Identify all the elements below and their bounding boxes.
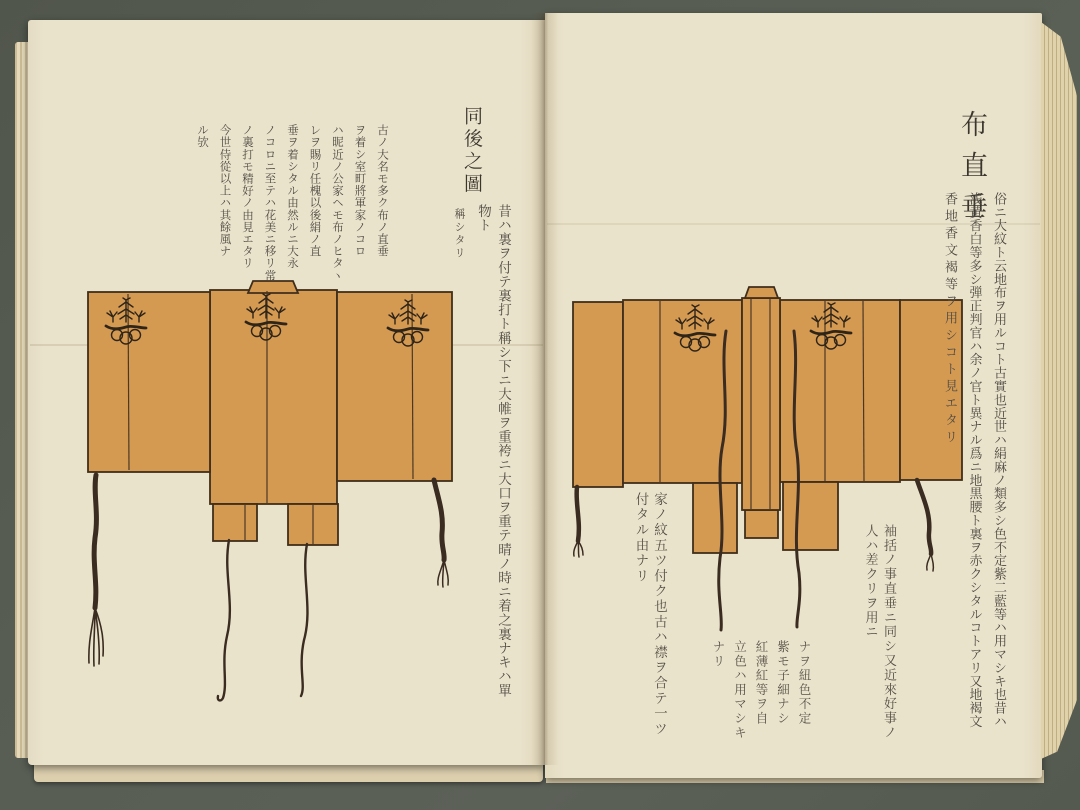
text-column: 古ノ大名モ多ク布ノ直垂	[376, 124, 390, 258]
text-column: 付タル由ナリ	[632, 492, 649, 584]
text-column: 紅薄紅等ヲ自	[754, 640, 769, 726]
front-collar-band	[742, 298, 780, 510]
robe-back-panels	[88, 281, 452, 545]
hem-cord	[301, 544, 307, 696]
tassel-fringe	[574, 541, 583, 557]
text-column: レヲ賜リ任槐以後絹ノ直	[308, 124, 323, 258]
front-underpanel-left	[693, 483, 737, 553]
front-underpanel-right	[783, 482, 838, 550]
sleeve-cord-tassel	[577, 487, 579, 541]
hitatare-back-illustration	[82, 278, 462, 703]
text-column: ノ裏打モ精好ノ由見エタリ	[241, 124, 255, 270]
left-page-title-note: 稱シタリ	[453, 208, 466, 260]
left-page-commentary-block	[186, 124, 394, 296]
sleeve-cord-tassel	[434, 480, 444, 560]
fore-edge-page-stack	[1041, 22, 1077, 759]
front-left-sleeve	[573, 302, 623, 487]
text-column: 袖括ノ事直垂ニ同シ又近來好事ノ	[881, 524, 896, 740]
back-left-sleeve	[88, 292, 210, 472]
book-gutter-shadow	[531, 13, 559, 765]
tassel-fringe	[438, 560, 448, 587]
text-column: 家ノ紋五ツ付ク也古ハ襟ヲ合テ一ツ	[651, 492, 667, 737]
hem-cord	[218, 540, 230, 700]
crest-annotation-block	[622, 492, 668, 747]
left-page-edges	[15, 42, 29, 758]
text-column: 垂ヲ着シタル由然ルニ大永	[286, 124, 300, 270]
right-page-commentary-block	[926, 192, 1010, 737]
back-underpanel-left	[213, 504, 257, 541]
tassel-fringe	[89, 608, 103, 666]
right-page-title: 布直垂	[956, 110, 987, 233]
text-column: 立色ハ用マシキ	[732, 640, 748, 741]
text-column: 俗ニ大紋ト云地布ヲ用ルコト古實也近世ハ絹麻ノ類多シ色不定紫二藍等ハ用マシキ也昔ハ	[991, 192, 1006, 728]
text-column: 浅黄香白等多シ弾正判官ハ余ノ官ト異ナル爲ニ地黒腰ト裏ヲ赤クシタルコトアリ又地褐文	[966, 192, 982, 728]
text-column: ハ昵近ノ公家ヘモ布ノヒタヽ	[331, 124, 345, 282]
front-collar-tab	[745, 287, 778, 298]
sleeve-cord-tassel	[94, 475, 96, 608]
back-cords	[89, 475, 448, 700]
front-center-panel	[745, 510, 778, 538]
text-column: ナヲ紐色不定	[797, 640, 812, 726]
sleeve-annotation-block	[853, 524, 897, 749]
text-column: ノコロニ至テハ花美ニ移リ常	[263, 124, 278, 282]
text-column: 紫モ子細ナシ	[775, 640, 791, 726]
text-column: 人ハ差クリヲ用ニ	[862, 524, 878, 640]
text-column: 香地香文褐等ヲ用シコト見エタリ	[942, 192, 957, 447]
left-page-title: 同後之圖	[461, 106, 483, 196]
text-column: 今世侍從以上ハ其餘風ナ	[218, 124, 233, 258]
cord-annotation-block	[700, 640, 815, 765]
text-column: ル欤	[196, 124, 210, 149]
text-column: ナリ	[711, 640, 726, 669]
left-page-caption-column: 昔ハ裏ヲ付テ裏打ト稱シ下ニ大帷ヲ重袴ニ大口ヲ重テ晴ノ時ニ着之裏ナキハ單物ト	[475, 204, 511, 698]
text-column: ヲ着シ室町將軍家ノコロ	[353, 124, 368, 258]
